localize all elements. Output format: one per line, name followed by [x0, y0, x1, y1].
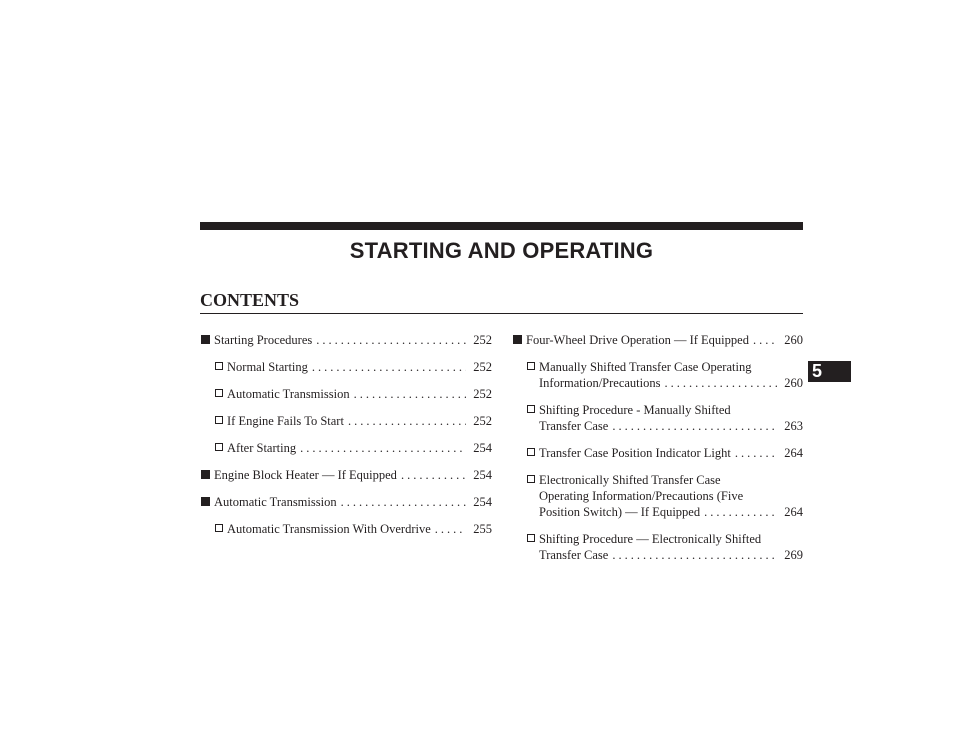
toc-entry	[200, 332, 492, 348]
toc-entry	[200, 440, 492, 456]
dot-leader	[665, 375, 778, 391]
toc-entry-title: Starting Procedures	[214, 333, 313, 347]
toc-left-column	[200, 332, 492, 548]
toc-entry-title: Information/Precautions	[539, 376, 661, 390]
toc-entry	[200, 494, 492, 510]
toc-entry-title: Operating Information/Precautions (Five	[539, 489, 744, 503]
toc-entry	[512, 359, 803, 391]
toc-entry-title: Manually Shifted Transfer Case Operating	[539, 360, 752, 374]
toc-entry	[512, 402, 803, 434]
dot-leader	[401, 467, 466, 483]
toc-page-number: 269	[784, 548, 803, 562]
toc-page-number: 264	[784, 505, 803, 519]
toc-page-number: 255	[473, 522, 492, 536]
square-bullet-icon	[201, 470, 210, 479]
toc-page-number: 263	[784, 419, 803, 433]
toc-entry-title: Normal Starting	[227, 360, 308, 374]
dot-leader	[435, 521, 466, 537]
toc-entry-title: Automatic Transmission	[214, 495, 337, 509]
toc-page-number: 254	[473, 468, 492, 482]
toc-entry	[512, 445, 803, 461]
hollow-square-icon	[215, 416, 223, 424]
dot-leader	[753, 332, 777, 348]
dot-leader	[612, 418, 777, 434]
toc-entry-title: If Engine Fails To Start	[227, 414, 344, 428]
toc-entry	[200, 386, 492, 402]
toc-entry-title: Automatic Transmission	[227, 387, 350, 401]
toc-entry-title: Transfer Case	[539, 548, 609, 562]
toc-page-number: 254	[473, 495, 492, 509]
contents-heading: CONTENTS	[200, 290, 300, 310]
toc-page-number: 254	[473, 441, 492, 455]
toc-entry-title: Transfer Case Position Indicator Light	[539, 446, 731, 460]
dot-leader	[612, 547, 777, 563]
square-bullet-icon	[201, 335, 210, 344]
toc-right-column	[512, 332, 803, 574]
hollow-square-icon	[215, 524, 223, 532]
toc-page-number: 260	[784, 376, 803, 390]
toc-page-number: 264	[784, 446, 803, 460]
hollow-square-icon	[215, 389, 223, 397]
dot-leader	[341, 494, 466, 510]
square-bullet-icon	[513, 335, 522, 344]
toc-entry	[512, 531, 803, 563]
hollow-square-icon	[527, 475, 535, 483]
dot-leader	[312, 359, 466, 375]
dot-leader	[300, 440, 466, 456]
hollow-square-icon	[527, 448, 535, 456]
toc-entry-title: Automatic Transmission With Overdrive	[227, 522, 431, 536]
dot-leader	[316, 332, 466, 348]
toc-page-number: 252	[473, 360, 492, 374]
toc-entry	[200, 467, 492, 483]
chapter-title: STARTING AND OPERATING	[349, 238, 654, 263]
dot-leader	[735, 445, 777, 461]
toc-entry	[200, 359, 492, 375]
toc-entry-title: Electronically Shifted Transfer Case	[539, 473, 721, 487]
square-bullet-icon	[201, 497, 210, 506]
top-rule	[200, 222, 803, 230]
hollow-square-icon	[527, 534, 535, 542]
toc-entry-title: Engine Block Heater — If Equipped	[214, 468, 397, 482]
contents-rule	[200, 313, 803, 314]
dot-leader	[348, 413, 466, 429]
toc-page-number: 252	[473, 414, 492, 428]
toc-entry	[512, 332, 803, 348]
toc-entry-title: Four-Wheel Drive Operation — If Equipped	[526, 333, 749, 347]
toc-page-number: 260	[784, 333, 803, 347]
toc-entry-title: Position Switch) — If Equipped	[539, 505, 701, 519]
toc-entry	[200, 413, 492, 429]
hollow-square-icon	[527, 405, 535, 413]
toc-entry-title: Transfer Case	[539, 419, 609, 433]
hollow-square-icon	[527, 362, 535, 370]
hollow-square-icon	[215, 362, 223, 370]
toc-entry-title: Shifting Procedure - Manually Shifted	[539, 403, 731, 417]
toc-entry	[512, 472, 803, 520]
toc-page-number: 252	[473, 333, 492, 347]
toc-entry-title: After Starting	[227, 441, 297, 455]
dot-leader	[704, 504, 777, 520]
toc-entry	[200, 521, 492, 537]
hollow-square-icon	[215, 443, 223, 451]
toc-entry-title: Shifting Procedure — Electronically Shifted	[539, 532, 762, 546]
chapter-tab: 5	[808, 361, 851, 382]
toc-page-number: 252	[473, 387, 492, 401]
dot-leader	[354, 386, 466, 402]
